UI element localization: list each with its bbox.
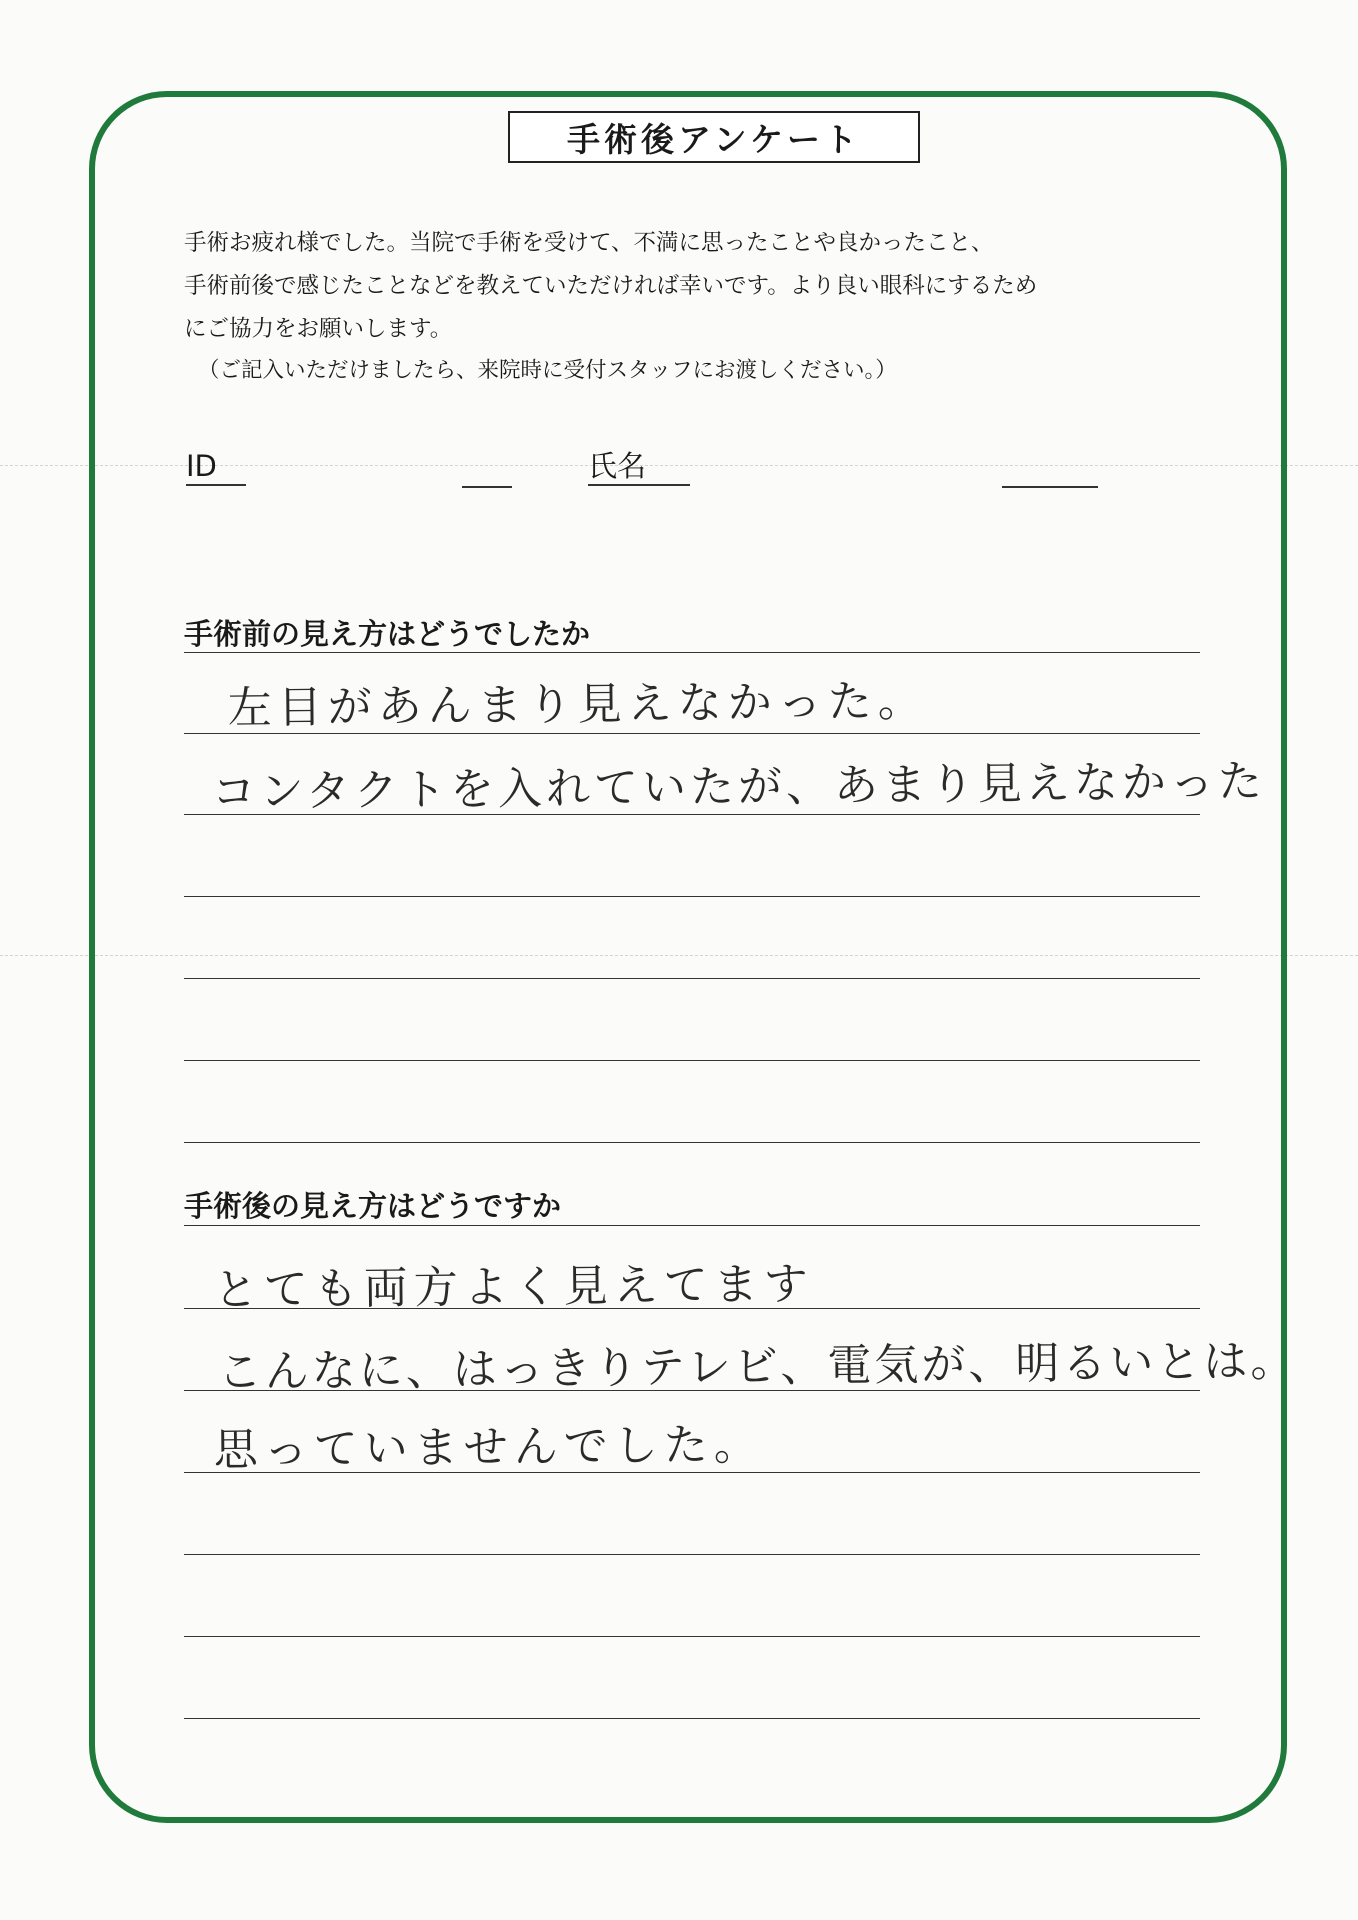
answer-line bbox=[184, 1390, 1200, 1391]
answer-line bbox=[184, 733, 1200, 734]
answer-line bbox=[184, 1142, 1200, 1143]
answer-line bbox=[184, 814, 1200, 815]
question-before-surgery: 手術前の見え方はどうでしたか bbox=[184, 617, 591, 651]
handwritten-answer: とても両方よく見えてます bbox=[213, 1258, 814, 1317]
name-field-blank bbox=[1002, 486, 1098, 488]
answer-line bbox=[184, 1554, 1200, 1555]
answer-line bbox=[184, 1060, 1200, 1061]
handwritten-answer: こんなに、はっきりテレビ、電気が、明るいとは。 bbox=[217, 1335, 1298, 1399]
answer-line bbox=[184, 1308, 1200, 1309]
handwritten-answer: 思っていませんでした。 bbox=[213, 1419, 764, 1477]
handwritten-answer: コンタクトを入れていたが、あまり見えなかった bbox=[211, 755, 1267, 819]
intro-line: 手術お疲れ様でした。当院で手術を受けて、不満に思ったことや良かったこと、 bbox=[184, 230, 994, 256]
answer-line bbox=[184, 1636, 1200, 1637]
id-field-blank bbox=[462, 486, 512, 488]
answer-line bbox=[184, 1472, 1200, 1473]
survey-title: 手術後アンケート bbox=[508, 111, 920, 163]
answer-line bbox=[184, 896, 1200, 897]
question-after-surgery: 手術後の見え方はどうですか bbox=[184, 1189, 562, 1223]
intro-line: にご協力をお願いします。 bbox=[184, 316, 453, 342]
answer-line bbox=[184, 1718, 1200, 1719]
intro-text bbox=[184, 222, 1214, 391]
answer-line bbox=[184, 652, 1200, 653]
intro-note: （ご記入いただけましたら、来院時に受付スタッフにお渡しください。） bbox=[198, 358, 897, 383]
answer-line bbox=[184, 978, 1200, 979]
name-field-label: 氏名 bbox=[588, 448, 690, 486]
id-field-label: ID bbox=[186, 448, 246, 486]
answer-line bbox=[184, 1225, 1200, 1226]
handwritten-answer: 左目があんまり見えなかった。 bbox=[227, 675, 928, 735]
intro-line: 手術前後で感じたことなどを教えていただければ幸いです。より良い眼科にするため bbox=[184, 273, 1038, 299]
